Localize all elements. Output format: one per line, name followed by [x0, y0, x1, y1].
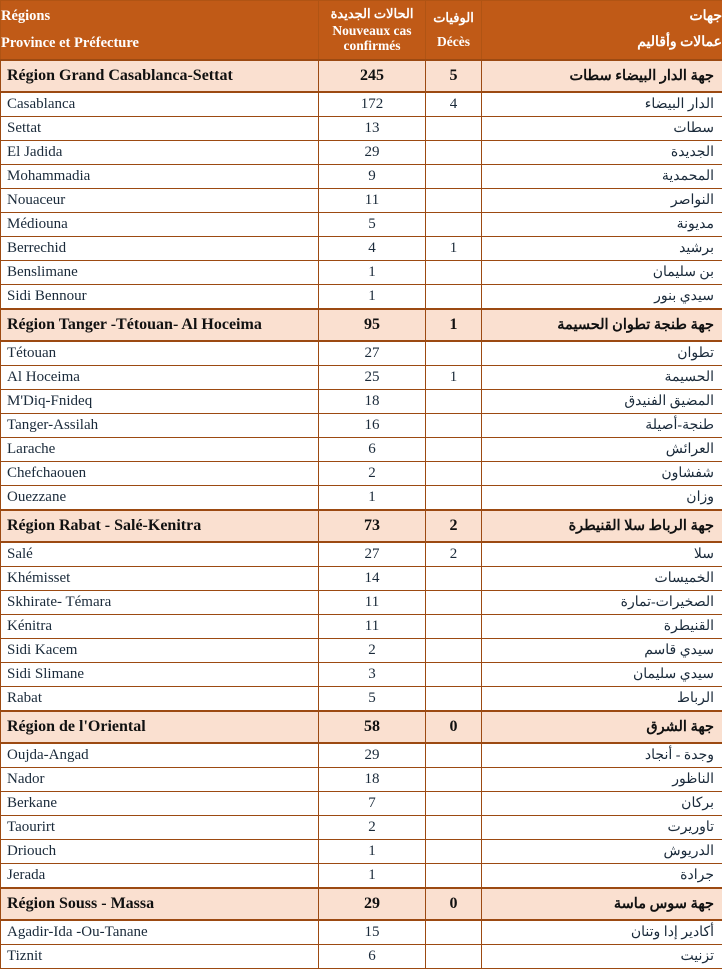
province-name-french: Sidi Kacem [1, 639, 319, 663]
column-header-deaths-french: Décès [426, 34, 481, 49]
region-summary-row [1, 60, 722, 92]
province-name-french: Oujda-Angad [1, 743, 319, 768]
province-name-arabic: تاوريرت [482, 816, 722, 840]
table-row [1, 462, 722, 486]
province-deaths [426, 141, 482, 165]
province-name-french: Ouezzane [1, 486, 319, 511]
province-name-arabic: مديونة [482, 213, 722, 237]
table-row [1, 945, 722, 969]
table-header [1, 1, 722, 61]
table-row [1, 414, 722, 438]
province-new-cases: 27 [319, 341, 426, 366]
province-new-cases: 18 [319, 768, 426, 792]
province-new-cases: 29 [319, 743, 426, 768]
province-deaths [426, 341, 482, 366]
province-deaths [426, 840, 482, 864]
province-new-cases: 9 [319, 165, 426, 189]
province-name-french: Tanger-Assilah [1, 414, 319, 438]
province-name-french: Rabat [1, 687, 319, 712]
region-deaths: 1 [426, 309, 482, 341]
province-name-arabic: سيدي سليمان [482, 663, 722, 687]
province-new-cases: 5 [319, 213, 426, 237]
province-name-arabic: الدار البيضاء [482, 92, 722, 117]
table-row [1, 542, 722, 567]
province-name-arabic: سيدي قاسم [482, 639, 722, 663]
province-deaths [426, 462, 482, 486]
province-deaths [426, 920, 482, 945]
table-row [1, 567, 722, 591]
province-name-arabic: الحسيمة [482, 366, 722, 390]
province-deaths [426, 438, 482, 462]
region-name-arabic: جهة سوس ماسة [482, 888, 722, 920]
table-row [1, 366, 722, 390]
province-new-cases: 1 [319, 285, 426, 310]
province-name-arabic: برشيد [482, 237, 722, 261]
province-name-arabic: الخميسات [482, 567, 722, 591]
region-deaths: 0 [426, 888, 482, 920]
province-deaths [426, 615, 482, 639]
province-name-french: Tiznit [1, 945, 319, 969]
table-row [1, 591, 722, 615]
province-deaths [426, 792, 482, 816]
province-new-cases: 16 [319, 414, 426, 438]
region-summary-row [1, 309, 722, 341]
province-name-arabic: المضيق الفنيدق [482, 390, 722, 414]
province-new-cases: 2 [319, 462, 426, 486]
table-row [1, 390, 722, 414]
region-name-french: Région Grand Casablanca-Settat [1, 60, 319, 92]
table-row [1, 486, 722, 511]
table-row [1, 438, 722, 462]
province-deaths [426, 117, 482, 141]
province-new-cases: 18 [319, 390, 426, 414]
province-new-cases: 27 [319, 542, 426, 567]
province-name-arabic: وجدة - أنجاد [482, 743, 722, 768]
province-name-french: Taourirt [1, 816, 319, 840]
region-summary-row [1, 711, 722, 743]
region-new-cases: 58 [319, 711, 426, 743]
province-name-arabic: جرادة [482, 864, 722, 889]
column-header-new-cases-french: Nouveaux cas confirmés [319, 23, 425, 53]
province-deaths: 1 [426, 237, 482, 261]
column-header-deaths-arabic: الوفيات [426, 11, 481, 26]
province-name-french: Nouaceur [1, 189, 319, 213]
table-row [1, 920, 722, 945]
province-new-cases: 1 [319, 486, 426, 511]
region-new-cases: 95 [319, 309, 426, 341]
province-new-cases: 25 [319, 366, 426, 390]
province-name-arabic: بركان [482, 792, 722, 816]
province-name-french: Tétouan [1, 341, 319, 366]
table-row [1, 743, 722, 768]
province-name-french: Benslimane [1, 261, 319, 285]
province-new-cases: 11 [319, 189, 426, 213]
region-summary-row [1, 888, 722, 920]
province-name-french: Berkane [1, 792, 319, 816]
province-name-french: Berrechid [1, 237, 319, 261]
province-name-arabic: سلا [482, 542, 722, 567]
region-new-cases: 73 [319, 510, 426, 542]
province-new-cases: 1 [319, 840, 426, 864]
column-header-arabic-region [482, 1, 722, 61]
province-deaths [426, 768, 482, 792]
province-name-french: Chefchaouen [1, 462, 319, 486]
province-name-french: Salé [1, 542, 319, 567]
province-name-arabic: الدريوش [482, 840, 722, 864]
province-name-arabic: شفشاون [482, 462, 722, 486]
province-deaths: 1 [426, 366, 482, 390]
province-deaths [426, 165, 482, 189]
table-row [1, 237, 722, 261]
region-name-arabic: جهة الشرق [482, 711, 722, 743]
province-name-french: Larache [1, 438, 319, 462]
province-name-arabic: القنيطرة [482, 615, 722, 639]
province-deaths [426, 743, 482, 768]
province-new-cases: 6 [319, 945, 426, 969]
region-deaths: 0 [426, 711, 482, 743]
table-row [1, 189, 722, 213]
region-name-french: Région Tanger -Tétouan- Al Hoceima [1, 309, 319, 341]
region-summary-row [1, 510, 722, 542]
table-row [1, 141, 722, 165]
province-name-arabic: المحمدية [482, 165, 722, 189]
province-new-cases: 172 [319, 92, 426, 117]
province-name-french: Casablanca [1, 92, 319, 117]
province-name-french: Médiouna [1, 213, 319, 237]
province-name-french: Skhirate- Témara [1, 591, 319, 615]
province-name-arabic: الصخيرات-تمارة [482, 591, 722, 615]
table-row [1, 165, 722, 189]
region-deaths: 2 [426, 510, 482, 542]
province-new-cases: 15 [319, 920, 426, 945]
region-name-french: Région Souss - Massa [1, 888, 319, 920]
province-deaths: 4 [426, 92, 482, 117]
province-name-arabic: بن سليمان [482, 261, 722, 285]
province-name-arabic: تزنيت [482, 945, 722, 969]
province-name-french: Mohammadia [1, 165, 319, 189]
province-name-french: Al Hoceima [1, 366, 319, 390]
province-deaths [426, 591, 482, 615]
table-row [1, 285, 722, 310]
province-new-cases: 2 [319, 816, 426, 840]
province-deaths [426, 816, 482, 840]
province-deaths [426, 864, 482, 889]
province-new-cases: 11 [319, 615, 426, 639]
province-name-french: Nador [1, 768, 319, 792]
province-name-french: Sidi Slimane [1, 663, 319, 687]
province-new-cases: 4 [319, 237, 426, 261]
region-new-cases: 29 [319, 888, 426, 920]
table-row [1, 341, 722, 366]
region-name-french: Région Rabat - Salé-Kenitra [1, 510, 319, 542]
table-row [1, 816, 722, 840]
table-row [1, 792, 722, 816]
province-deaths [426, 945, 482, 969]
province-name-arabic: العرائش [482, 438, 722, 462]
province-name-arabic: سيدي بنور [482, 285, 722, 310]
province-name-arabic: النواصر [482, 189, 722, 213]
province-deaths [426, 189, 482, 213]
table-row [1, 213, 722, 237]
table-row [1, 639, 722, 663]
province-new-cases: 11 [319, 591, 426, 615]
region-name-arabic: جهة طنجة تطوان الحسيمة [482, 309, 722, 341]
province-new-cases: 13 [319, 117, 426, 141]
province-new-cases: 1 [319, 864, 426, 889]
province-new-cases: 5 [319, 687, 426, 712]
province-name-arabic: الرباط [482, 687, 722, 712]
column-header-french-region [1, 1, 319, 61]
province-deaths: 2 [426, 542, 482, 567]
column-header-deaths [426, 1, 482, 61]
table-row [1, 840, 722, 864]
province-name-arabic: تطوان [482, 341, 722, 366]
table-row [1, 768, 722, 792]
province-name-arabic: أكادير إدا وتنان [482, 920, 722, 945]
province-deaths [426, 285, 482, 310]
province-name-french: Agadir-Ida -Ou-Tanane [1, 920, 319, 945]
province-name-arabic: الجديدة [482, 141, 722, 165]
column-header-new-cases-arabic: الحالات الجديدة [319, 7, 425, 22]
province-new-cases: 1 [319, 261, 426, 285]
province-new-cases: 7 [319, 792, 426, 816]
table-body [1, 60, 722, 969]
table-row [1, 117, 722, 141]
province-new-cases: 14 [319, 567, 426, 591]
province-name-french: El Jadida [1, 141, 319, 165]
province-deaths [426, 486, 482, 511]
province-name-french: Khémisset [1, 567, 319, 591]
region-name-arabic: جهة الرباط سلا القنيطرة [482, 510, 722, 542]
province-name-arabic: وزان [482, 486, 722, 511]
region-name-french: Région de l'Oriental [1, 711, 319, 743]
table-row [1, 615, 722, 639]
province-deaths [426, 261, 482, 285]
province-name-arabic: طنجة-أصيلة [482, 414, 722, 438]
province-deaths [426, 414, 482, 438]
province-deaths [426, 687, 482, 712]
table-row [1, 261, 722, 285]
province-name-french: Driouch [1, 840, 319, 864]
province-new-cases: 6 [319, 438, 426, 462]
province-name-french: Kénitra [1, 615, 319, 639]
column-header-jihat-label: جهات [482, 10, 722, 25]
province-name-arabic: الناظور [482, 768, 722, 792]
column-header-amalat-label: عمالات وأقاليم [482, 36, 722, 51]
column-header-province-label: Province et Préfecture [1, 36, 318, 51]
table-row [1, 687, 722, 712]
province-name-french: Jerada [1, 864, 319, 889]
province-name-arabic: سطات [482, 117, 722, 141]
column-header-regions-label: Régions [1, 9, 318, 24]
header-row [1, 1, 722, 61]
table-row [1, 663, 722, 687]
province-deaths [426, 639, 482, 663]
region-deaths: 5 [426, 60, 482, 92]
province-deaths [426, 213, 482, 237]
province-deaths [426, 390, 482, 414]
province-deaths [426, 567, 482, 591]
table-row [1, 864, 722, 889]
province-name-french: Sidi Bennour [1, 285, 319, 310]
province-new-cases: 2 [319, 639, 426, 663]
province-new-cases: 29 [319, 141, 426, 165]
table-row [1, 92, 722, 117]
region-new-cases: 245 [319, 60, 426, 92]
province-name-french: M'Diq-Fnideq [1, 390, 319, 414]
province-deaths [426, 663, 482, 687]
column-header-new-cases [319, 1, 426, 61]
province-name-french: Settat [1, 117, 319, 141]
region-name-arabic: جهة الدار البيضاء سطات [482, 60, 722, 92]
province-new-cases: 3 [319, 663, 426, 687]
